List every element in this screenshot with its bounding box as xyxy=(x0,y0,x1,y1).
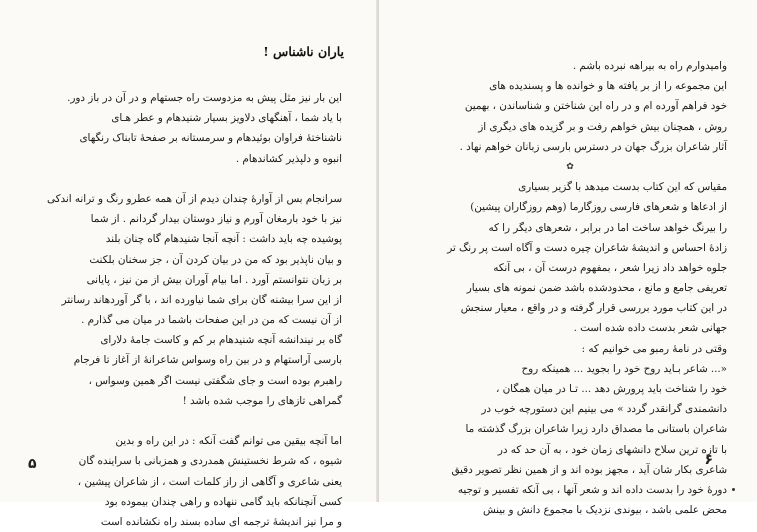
text-line: راهبرم بوده است و جای شگفتی نیست اگر همین وسواس ، xyxy=(88,374,342,387)
text-line: دانشمندی گرانقدر گردد » می بینیم این دستورچه خوب در xyxy=(481,403,727,416)
text-line: وقتی در نامهٔ رمبو می خوانیم که : xyxy=(581,342,727,355)
left-page xyxy=(0,0,378,528)
text-line: از ادعاها و شعرهای فارسی روزگارما (وهم روزگاران پیشین) xyxy=(470,201,727,214)
text-line: شاعران باستانی ما مصداق دارد زیرا شاعران بزرگ گذشته ما xyxy=(465,423,727,436)
text-line: تعریفی جامع و مانع ، محدودشده باشد ضمن نمونه های بسیار xyxy=(466,282,727,295)
text-line: جهانی شعر بدست داده شده است . xyxy=(573,322,727,335)
text-line: ناشناختهٔ فراوان بوئیدهام و سرمستانه بر صفحهٔ تابناک رنگهای xyxy=(79,132,342,145)
text-line: آثار شاعران بزرگ جهان در دسترس بارسی زبانان خواهم نهاد . xyxy=(459,140,727,153)
text-line: سرانجام بس از آوارهٔ چندان دیدم از آن همه عطرو رنگ و ترانه اندکی xyxy=(46,192,342,205)
text-line: وامیدوارم راه به بیراهه نبرده باشم . xyxy=(572,60,727,72)
text-line: ✿ xyxy=(566,161,574,172)
text-line: در این کتاب مورد بررسی قرار گرفته و در واقع ، معیار سنجش xyxy=(460,302,727,315)
text-line: بر زبان نتوانستم آورد . اما بیام آوران بیش از من نیز ، پایانی xyxy=(86,273,342,286)
text-line: محض علمی باشد ، بیوندی نزدیک با مجموع دانش و بینش xyxy=(483,504,727,517)
text-line: انبوه و دلپذیر کشاندهام . xyxy=(235,152,342,165)
text-line: با تازه ترین سلاح دانشهای زمان خود ، به آن حد که در xyxy=(497,443,727,456)
text-line: پوشیده چه باید داشت : آنچه آنجا شنیدهام گاه چنان بلند xyxy=(105,233,342,246)
text-line: دورهٔ خود را بدست داده اند و شعر آنها ، بی آنکه تفسیر و توجیه xyxy=(457,483,727,496)
left-page-text xyxy=(40,88,342,532)
text-line: خود فراهم آورده ام و در راه این شناختن و شناساندن ، بهمین xyxy=(464,100,727,113)
text-line: کسی آنچنانکه باید گامی ننهاده و راهی چندان بیموده بود xyxy=(104,495,342,508)
text-line: از آن نیست که من در این صفحات باشما در میان می گذارم . xyxy=(81,314,342,327)
text-line: با یاد شما ، آهنگهای دلاویز بسیار شنیدهام و عطر هـای xyxy=(111,112,342,125)
text-line: این مجموعه را از بر یافته ها و خوانده ها و پسندیده های xyxy=(489,80,727,93)
text-line: یعنی شاعری و آگاهی از راز کلمات است ، از شاعران پیشین ، xyxy=(77,475,342,488)
text-line: روش ، همچنان بیش خواهم رفت و بر گزیده های دیگری از xyxy=(478,120,727,133)
right-page-text xyxy=(413,56,727,520)
text-line: جلوه خواهد داد زیرا شعر ، بمفهوم درست آن ، بی آنکه xyxy=(493,261,727,274)
text-line: شیوه ، که شرط نخستینش همدردی و همزبانی با سراینده گان xyxy=(78,455,342,468)
text-line: اما آنچه بیقین می توانم گفت آنکه : در این راه و بدین xyxy=(115,435,342,448)
page-number: ۵ xyxy=(28,456,37,472)
text-line: «... شاعر بـاید روح خود را بجوید ... همینکه روح xyxy=(521,362,727,375)
text-line: نیز با خود بارمغان آورم و نیاز دوستان بیدار گردانم . از شما xyxy=(90,213,342,226)
text-line: خود را شناخت باید پرورش دهد ... تـا در میان همگان ، xyxy=(495,383,727,395)
text-line: و مرا نیز اندیشهٔ ترجمه ای ساده بسند راه نکشانده است xyxy=(100,515,342,528)
text-line: از این سرا بیشنه گان برای شما نیاورده اند ، با گر آوردهاند رسانتر xyxy=(61,293,342,306)
page-mark xyxy=(732,488,735,491)
text-line: مقیاس که این کتاب بدست میدهد با گزیر بسیاری xyxy=(518,181,727,194)
text-line: گاه بر نیندانشه آنچه شنیدهام بر کم و کاست جامهٔ دلارای xyxy=(100,334,342,347)
text-line: را بیرنگ خواهد ساخت اما در برابر ، شعرهای دیگر را که xyxy=(488,221,727,234)
page-heading: یاران ناشناس ! xyxy=(263,44,344,59)
text-line: بارسی آراستهام و در بین راه وسواس شاعرانهٔ از آغاز تا فرجام xyxy=(73,354,342,367)
text-line: زادهٔ احساس و اندیشهٔ شاعران چیره دست و آگاه است پر رنگ تر xyxy=(447,241,727,254)
text-line: و بیان ناپذیر بود که من در بیان کردن آن ، جز سخنان بلکنت xyxy=(89,253,342,266)
text-line: شاعری بکار شان آید ، مجهز بوده اند و از همین نظر تصویر دقیق xyxy=(451,463,727,476)
text-line xyxy=(40,169,342,189)
text-line: این بار نیز مثل پیش به مزدوست راه جستهام و در آن در باز دور. xyxy=(67,92,342,104)
right-page xyxy=(379,0,757,517)
page-number: ۶ xyxy=(704,452,713,468)
text-line xyxy=(40,411,342,431)
text-line: گمراهی تازهای را موجب شده باشد ! xyxy=(182,394,342,407)
